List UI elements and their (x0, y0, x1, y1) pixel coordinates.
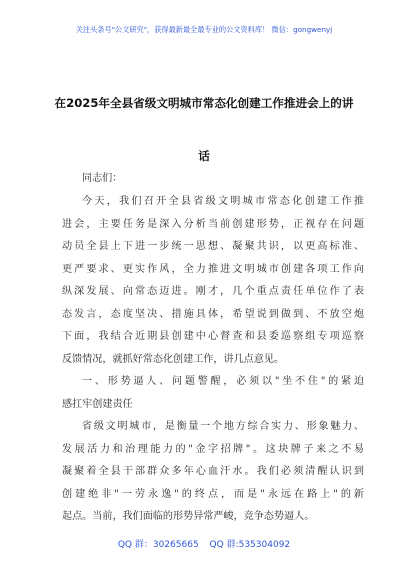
paragraph-line: 今天，我们召开全县省级文明城市常态化创建工作推 (82, 196, 364, 207)
paragraph-line: 发展活力和治理能力的"金字招牌"。这块牌子来之不易 (62, 443, 364, 455)
header-banner[interactable]: 关注头条号"公文研究"，获得最新最全最专业的公文资料库！ 微信：gongwenyj (75, 25, 333, 34)
salutation (62, 168, 364, 191)
section-heading-1 (62, 371, 364, 416)
paragraph-line: 反馈情况，就抓好常态化创建工作，讲几点意见。 (62, 353, 285, 365)
paragraph-section-1 (62, 416, 364, 529)
heading-line: 一、形势逼人、问题警醒，必须以"坐不住"的紧迫 (82, 376, 364, 387)
paragraph-intro (62, 191, 364, 371)
paragraph-line: 省级文明城市，是衡量一个地方综合实力、形象魅力、 (82, 421, 364, 432)
salutation-text: 同志们： (82, 173, 123, 184)
paragraph-line: 纵深发展、向常态迈进。刚才，几个重点责任单位作了表 (62, 286, 364, 297)
footer-qq-group-1[interactable]: QQ 群：30265665 (117, 540, 199, 550)
document-title-continued: 话 (198, 149, 210, 163)
paragraph-line: 态发言，态度坚决、措施具体，希望说到做到、不放空炮 (62, 308, 364, 320)
footer-qq-group-2[interactable]: QQ 群:535304092 (209, 540, 291, 550)
paragraph-line: 下面，我结合近期县创建中心督查和县委巡察组专项巡察 (62, 331, 364, 342)
paragraph-line: 创建绝非"一劳永逸"的终点，而是"永远在路上"的新 (62, 488, 364, 500)
paragraph-line: 动员全县上下进一步统一思想、凝聚共识，以更高标准、 (62, 241, 364, 252)
heading-line: 感扛牢创建责任 (62, 398, 133, 410)
document-title: 在2025年全县省级文明城市常态化创建工作推进会上的讲 (54, 96, 354, 110)
paragraph-line: 起点。当前，我们面临的形势异常严峻，竞争态势逼人。 (62, 511, 315, 522)
footer-contacts (0, 537, 408, 550)
paragraph-line: 凝聚着全县干部群众多年心血汗水。我们必须清醒认识到 (62, 466, 364, 477)
paragraph-line: 更严要求、更实作风，全力推进文明城市创建各项工作向 (62, 263, 364, 275)
paragraph-line: 进会，主要任务是深入分析当前创建形势，正视存在问题 (62, 218, 364, 230)
